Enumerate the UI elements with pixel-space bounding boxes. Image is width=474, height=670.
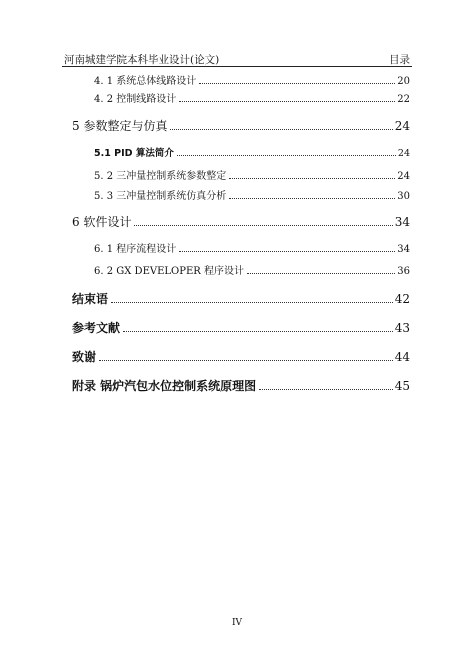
toc-entry-page: 30 xyxy=(397,191,410,202)
toc-entry-label: 致谢 xyxy=(72,350,97,364)
toc-entry-label: 5. 3 三冲量控制系统仿真分析 xyxy=(94,191,227,202)
toc-leader xyxy=(99,359,393,361)
toc-leader xyxy=(123,330,393,332)
toc-leader xyxy=(111,301,393,303)
toc-leader xyxy=(259,388,393,390)
toc-entry-label: 结束语 xyxy=(72,292,109,306)
toc-entry-label: 6. 2 GX DEVELOPER 程序设计 xyxy=(94,266,244,277)
toc-entry-page: 22 xyxy=(397,94,410,105)
toc-entry-label: 5. 2 三冲量控制系统参数整定 xyxy=(94,171,227,182)
toc-leader xyxy=(134,224,392,226)
toc-leader xyxy=(177,154,396,156)
toc-leader xyxy=(229,177,395,179)
toc-entry-page: 36 xyxy=(397,266,410,277)
toc-entry-label: 参考文献 xyxy=(72,321,121,335)
toc-entry-acknowledgements[interactable] xyxy=(72,348,410,365)
toc-entry-page: 34 xyxy=(394,215,410,229)
toc-entry-4-1[interactable] xyxy=(94,72,410,87)
toc-entry-page: 44 xyxy=(394,350,410,364)
toc-entry-6-1[interactable] xyxy=(94,240,410,255)
toc-entry-references[interactable] xyxy=(72,319,410,336)
page-number: IV xyxy=(231,618,243,628)
toc-entry-page: 45 xyxy=(394,379,410,393)
toc-entry-label: 5.1 PID 算法简介 xyxy=(94,148,174,159)
page-header-section: 目录 xyxy=(389,54,410,66)
toc-entry-page: 24 xyxy=(397,171,410,182)
toc-leader xyxy=(247,272,395,274)
page-header-title: 河南城建学院本科毕业设计(论文) xyxy=(64,54,220,66)
header-rule xyxy=(62,66,412,67)
toc-entry-6-2[interactable] xyxy=(94,262,410,277)
toc-entry-page: 43 xyxy=(394,321,410,335)
toc-leader xyxy=(229,197,395,199)
toc-entry-label: 6 软件设计 xyxy=(72,215,132,229)
toc-leader xyxy=(199,82,395,84)
toc-entry-label: 附录 锅炉汽包水位控制系统原理图 xyxy=(72,379,257,393)
toc-entry-5[interactable] xyxy=(72,117,410,134)
toc-entry-page: 24 xyxy=(394,119,410,133)
toc-entry-label: 5 参数整定与仿真 xyxy=(72,119,168,133)
toc-leader xyxy=(170,128,392,130)
toc-entry-5-3[interactable] xyxy=(94,187,410,202)
toc-entry-4-2[interactable] xyxy=(94,90,410,105)
toc-entry-6[interactable] xyxy=(72,213,410,230)
toc-entry-page: 42 xyxy=(394,292,410,306)
toc-entry-page: 24 xyxy=(397,148,410,159)
toc-leader xyxy=(179,100,395,102)
toc-entry-label: 6. 1 程序流程设计 xyxy=(94,244,177,255)
toc-entry-label: 4. 2 控制线路设计 xyxy=(94,94,177,105)
toc-leader xyxy=(179,250,395,252)
toc-entry-page: 34 xyxy=(397,244,410,255)
toc-entry-5-1[interactable] xyxy=(94,145,410,159)
toc-entry-5-2[interactable] xyxy=(94,167,410,182)
toc-entry-page: 20 xyxy=(397,76,410,87)
toc-entry-label: 4. 1 系统总体线路设计 xyxy=(94,76,197,87)
toc-entry-appendix[interactable] xyxy=(72,377,410,394)
toc-entry-conclusion[interactable] xyxy=(72,290,410,307)
